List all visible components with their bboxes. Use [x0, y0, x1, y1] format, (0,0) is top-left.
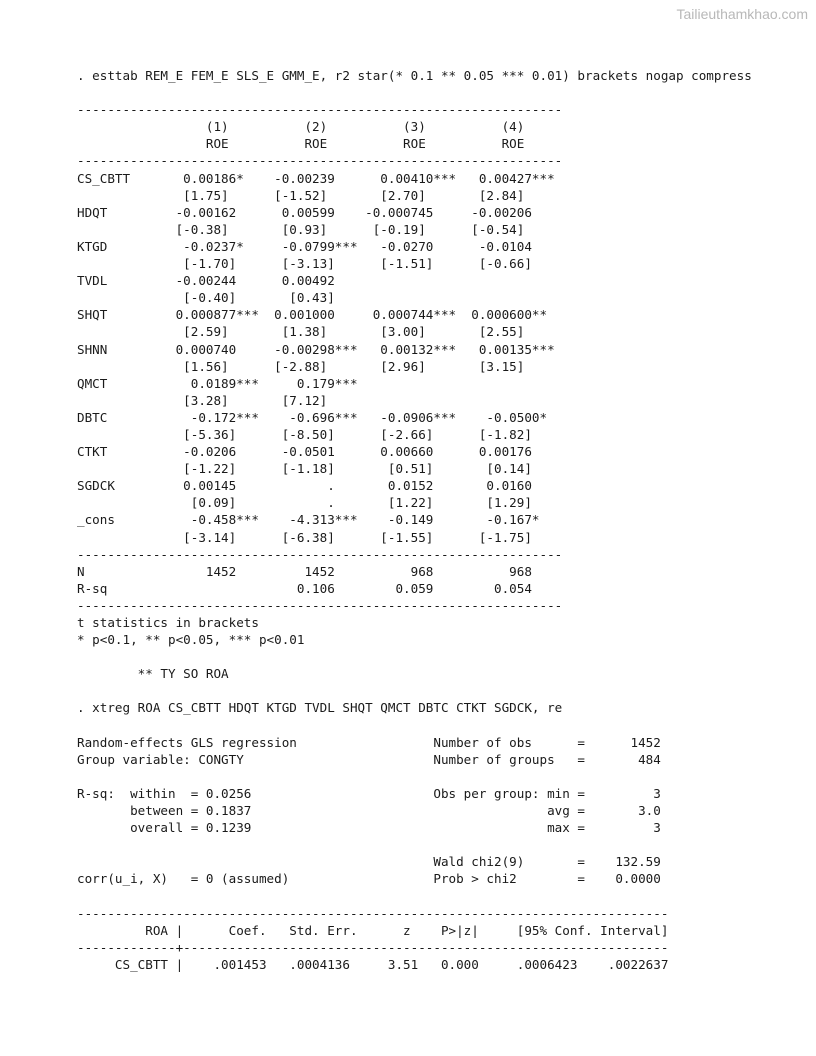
footnote-stars: * p<0.1, ** p<0.05, *** p<0.01	[77, 632, 305, 648]
rsq-row: R-sq 0.106 0.059 0.054	[77, 580, 532, 596]
tstat-row-sgdck: [0.09] . [1.22] [1.29]	[77, 495, 532, 511]
blank-line	[77, 648, 752, 665]
tstat-row-cs-cbtt: [1.75] [-1.52] [2.70] [2.84]	[77, 187, 525, 203]
coef-row-hdqt: HDQT -0.00162 0.00599 -0.000745 -0.00206	[77, 204, 532, 220]
blank-line	[77, 836, 752, 853]
tstat-row-dbtc: [-5.36] [-8.50] [-2.66] [-1.82]	[77, 426, 532, 442]
blank-line	[77, 888, 752, 905]
column-depvars: ROE ROE ROE ROE	[77, 136, 525, 152]
coef-row-tvdl: TVDL -0.00244 0.00492	[77, 273, 335, 289]
table-rule: ------------------------------------------------------------------------------	[77, 905, 669, 921]
tstat-row-tvdl: [-0.40] [0.43]	[77, 290, 335, 306]
regression-row-cs-cbtt: CS_CBTT | .001453 .0004136 3.51 0.000 .0006423 .0022637	[77, 956, 669, 972]
coef-row-ctkt: CTKT -0.0206 -0.0501 0.00660 0.00176	[77, 444, 532, 460]
tstat-row-ctkt: [-1.22] [-1.18] [0.51] [0.14]	[77, 461, 532, 477]
coef-row-shnn: SHNN 0.000740 -0.00298*** 0.00132*** 0.00135***	[77, 341, 555, 357]
blank-line	[77, 84, 752, 101]
rsq-between-row: between = 0.1837 avg = 3.0	[77, 803, 661, 819]
coef-row-qmct: QMCT 0.0189*** 0.179***	[77, 375, 358, 391]
regression-header-2: Group variable: CONGTY Number of groups = 484	[77, 751, 661, 767]
coef-row-sgdck: SGDCK 0.00145 . 0.0152 0.0160	[77, 478, 532, 494]
watermark-text: Tailieuthamkhao.com	[676, 6, 808, 22]
blank-line	[77, 717, 752, 734]
coef-row-dbtc: DBTC -0.172*** -0.696*** -0.0906*** -0.0500*	[77, 409, 548, 425]
wald-chi2-row: Wald chi2(9) = 132.59	[77, 854, 661, 870]
blank-line	[77, 768, 752, 785]
tstat-row-hdqt: [-0.38] [0.93] [-0.19] [-0.54]	[77, 221, 525, 237]
blank-line	[77, 682, 752, 699]
rsq-within-row: R-sq: within = 0.0256 Obs per group: min = 3	[77, 785, 661, 801]
coef-row-cs-cbtt: CS_CBTT 0.00186* -0.00239 0.00410*** 0.00427***	[77, 170, 555, 186]
xtreg-command: . xtreg ROA CS_CBTT HDQT KTGD TVDL SHQT QMCT DBTC CTKT SGDCK, re	[77, 700, 563, 716]
coef-row-shqt: SHQT 0.000877*** 0.001000 0.000744*** 0.000600**	[77, 307, 548, 323]
table-rule: ----------------------------------------------------------------	[77, 546, 563, 562]
table-rule: ----------------------------------------------------------------	[77, 597, 563, 613]
column-numbers: (1) (2) (3) (4)	[77, 119, 525, 135]
esttab-command: . esttab REM_E FEM_E SLS_E GMM_E, r2 star(* 0.1 ** 0.05 *** 0.01) brackets nogap compress	[77, 68, 752, 83]
regression-header-1: Random-effects GLS regression Number of obs = 1452	[77, 734, 661, 750]
tstat-row-shqt: [2.59] [1.38] [3.00] [2.55]	[77, 324, 525, 340]
regression-table-header: ROA | Coef. Std. Err. z P>|z| [95% Conf. Interval]	[77, 922, 669, 938]
tstat-row-shnn: [1.56] [-2.88] [2.96] [3.15]	[77, 358, 525, 374]
coef-row-cons: _cons -0.458*** -4.313*** -0.149 -0.167*	[77, 512, 540, 528]
table-rule: ----------------------------------------------------------------	[77, 153, 563, 169]
footnote-tstats: t statistics in brackets	[77, 615, 259, 630]
table-rule: -------------+----------------------------------------------------------------	[77, 939, 669, 955]
tstat-row-qmct: [3.28] [7.12]	[77, 392, 328, 408]
coef-row-ktgd: KTGD -0.0237* -0.0799*** -0.0270 -0.0104	[77, 238, 532, 254]
corr-prob-row: corr(u_i, X) = 0 (assumed) Prob > chi2 = 0.0000	[77, 871, 661, 887]
rsq-overall-row: overall = 0.1239 max = 3	[77, 820, 661, 836]
table-rule: ----------------------------------------------------------------	[77, 102, 563, 118]
tstat-row-ktgd: [-1.70] [-3.13] [-1.51] [-0.66]	[77, 256, 532, 272]
tstat-row-cons: [-3.14] [-6.38] [-1.55] [-1.75]	[77, 529, 532, 545]
n-row: N 1452 1452 968 968	[77, 563, 532, 579]
stata-output-document	[77, 67, 752, 973]
section-comment: ** TY SO ROA	[77, 666, 229, 682]
